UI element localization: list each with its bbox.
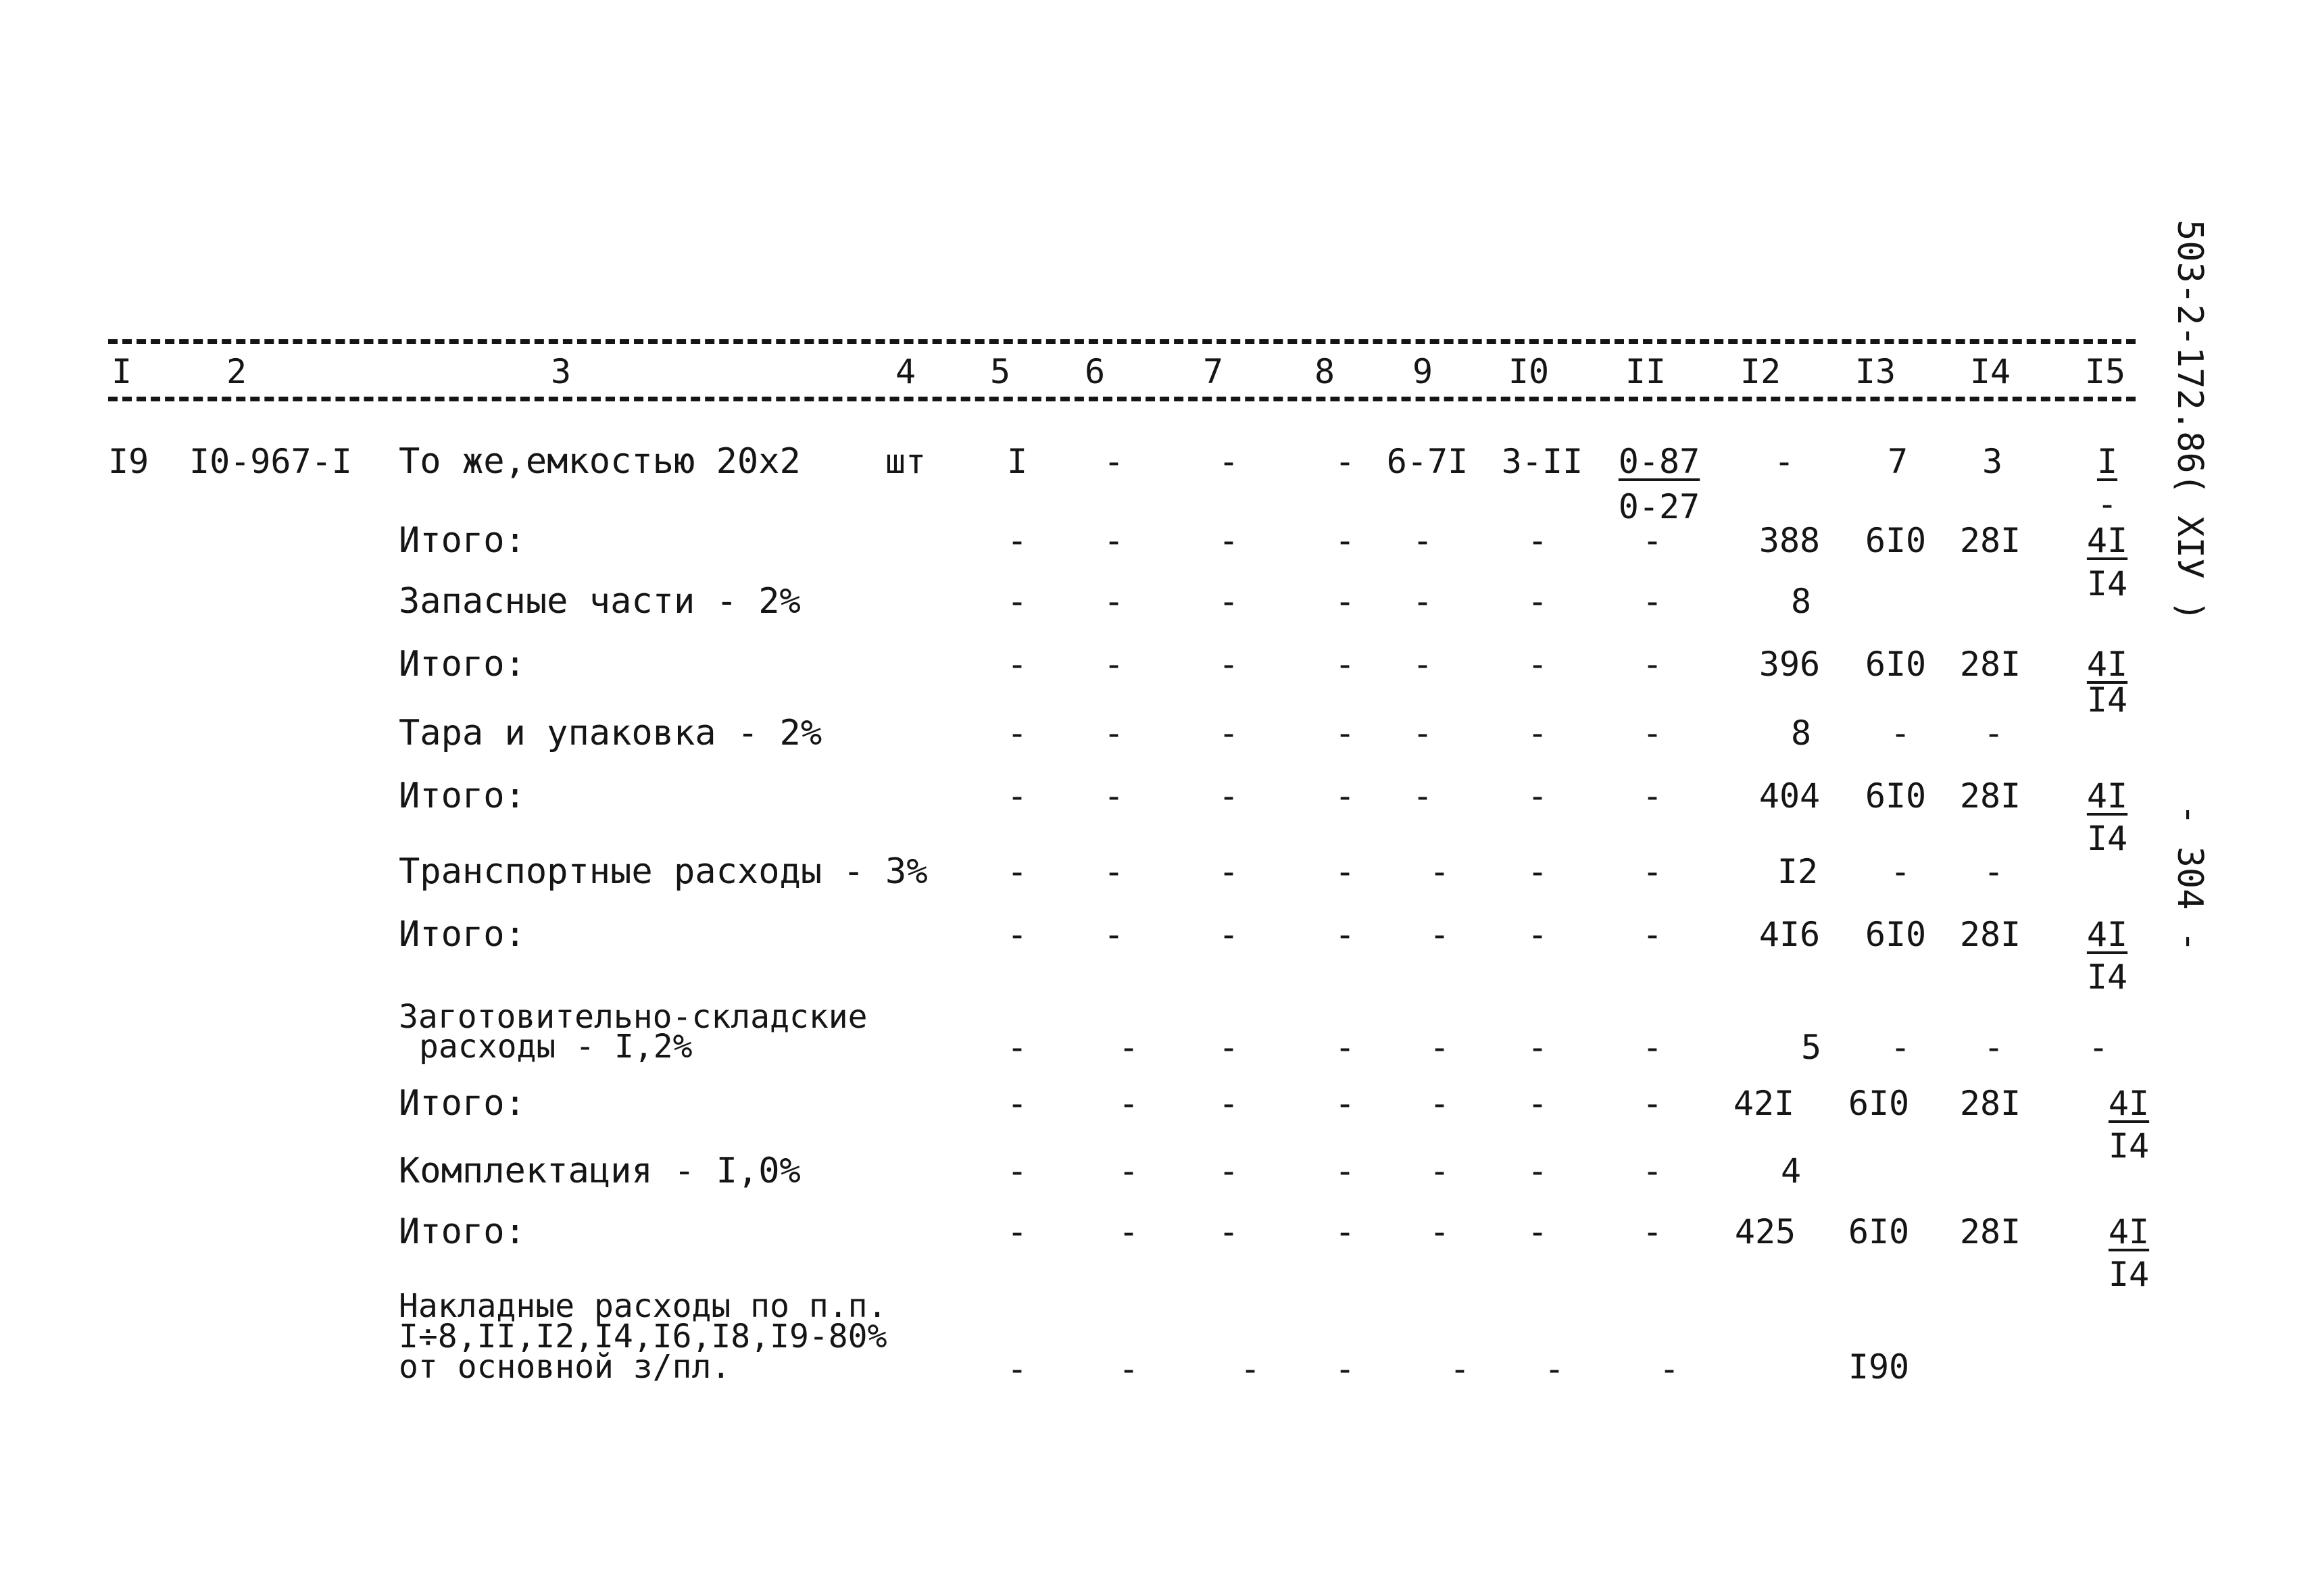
dash-col-7: -	[1218, 915, 1239, 954]
dash-col-11: -	[1642, 1084, 1663, 1123]
dash-col-9: -	[1412, 776, 1433, 816]
dash-col-5: -	[1006, 521, 1028, 560]
dash-col-11: -	[1642, 521, 1663, 560]
dash-col-11: -	[1642, 645, 1663, 684]
header-col-8: 8	[1314, 352, 1335, 391]
dash-col-5: -	[1006, 1349, 1028, 1389]
dash-col-6: -	[1103, 915, 1125, 954]
dash-col-10: -	[1527, 776, 1548, 816]
col-15-numerator: 4I	[2086, 915, 2128, 954]
dash-col-7: -	[1218, 1084, 1239, 1123]
dash-col-9: -	[1429, 1151, 1450, 1191]
dash-col-7: -	[1218, 852, 1239, 891]
row-description: Итого:	[399, 1083, 526, 1124]
col-14-value: -	[1983, 714, 2004, 753]
dash-col-11: -	[1658, 1349, 1680, 1389]
dash-col-6: -	[1103, 645, 1125, 684]
dash-col-11: -	[1642, 776, 1663, 816]
dash-col-9: -	[1449, 1349, 1471, 1389]
dash-col-6: -	[1103, 776, 1125, 816]
dash-col-8: -	[1334, 645, 1356, 684]
col-15-numerator: 4I	[2108, 1212, 2150, 1251]
dash-col-9: -	[1429, 852, 1450, 891]
unit: шт	[885, 442, 927, 481]
col-12-value: 425	[1734, 1212, 1796, 1251]
header-col-2: 2	[226, 352, 247, 391]
dash-col-7: -	[1218, 1028, 1239, 1067]
row-description: Итого:	[399, 1212, 526, 1252]
dash-col-8: -	[1334, 915, 1356, 954]
header-col-14: I4	[1969, 352, 2011, 391]
row-description: Запасные части - 2%	[399, 581, 801, 622]
col-15-numerator: I	[2096, 442, 2118, 481]
col-12-value: 4I6	[1758, 915, 1821, 954]
col-13-value: 7	[1887, 442, 1909, 481]
col-12-value: 4	[1780, 1151, 1802, 1191]
col-14-value: 28I	[1959, 1084, 2021, 1123]
dash-col-8: -	[1334, 1151, 1356, 1191]
dash-col-10: -	[1527, 1212, 1548, 1251]
dash-col-11: -	[1642, 852, 1663, 891]
row-description: Тара и упаковка - 2%	[399, 713, 822, 753]
header-col-13: I3	[1854, 352, 1896, 391]
col-12-value: I2	[1777, 852, 1819, 891]
col-15-denominator: I4	[2086, 957, 2128, 997]
row-description: Итого:	[399, 644, 526, 684]
col-14-value: 3	[1981, 442, 2003, 481]
dash-col-6: -	[1103, 582, 1125, 621]
col-13-value: 6I0	[1848, 1084, 1910, 1123]
col-14-value: 28I	[1959, 1212, 2021, 1251]
dash-col-10: -	[1527, 714, 1548, 753]
dash-col-8: -	[1334, 1349, 1356, 1389]
dash-col-10: -	[1527, 915, 1548, 954]
dash-col-9: -	[1412, 582, 1433, 621]
col-8-value: -	[1334, 442, 1356, 481]
dash-col-5: -	[1006, 1028, 1028, 1067]
dash-col-7: -	[1218, 582, 1239, 621]
col-15-numerator: 4I	[2086, 521, 2128, 560]
col-14-value: -	[1983, 1028, 2004, 1067]
col-14-value: 28I	[1959, 915, 2021, 954]
dash-col-6: -	[1118, 1349, 1139, 1389]
dash-col-10: -	[1527, 1151, 1548, 1191]
col-15-denominator: I4	[2108, 1255, 2150, 1294]
document-code: 503-2-172.86( XIУ )	[2169, 220, 2210, 622]
dash-col-11: -	[1642, 714, 1663, 753]
row-description: Итого:	[399, 776, 526, 816]
col-15-denominator: -	[2096, 484, 2118, 524]
header-col-15: I5	[2084, 352, 2126, 391]
header-col-11: II	[1625, 352, 1667, 391]
dash-col-11: -	[1642, 1151, 1663, 1191]
dash-col-9: -	[1429, 1212, 1450, 1251]
header-bottom-rule	[108, 397, 2136, 401]
col-15-denominator: I4	[2086, 564, 2128, 603]
header-col-10: I0	[1508, 352, 1550, 391]
dash-col-9: -	[1412, 521, 1433, 560]
dash-col-5: -	[1006, 582, 1028, 621]
dash-col-5: -	[1006, 645, 1028, 684]
col-12-value: 388	[1758, 521, 1821, 560]
dash-col-11: -	[1642, 1028, 1663, 1067]
col-15-numerator: 4I	[2108, 1084, 2150, 1123]
dash-col-6: -	[1118, 1028, 1139, 1067]
dash-col-10: -	[1527, 852, 1548, 891]
dash-col-8: -	[1334, 1212, 1356, 1251]
dash-col-9: -	[1412, 714, 1433, 753]
col-15-numerator: 4I	[2086, 645, 2128, 684]
dash-col-8: -	[1334, 1028, 1356, 1067]
dash-col-7: -	[1239, 1349, 1261, 1389]
col-13-value: I90	[1848, 1347, 1910, 1387]
row-description: Транспортные расходы - 3%	[399, 851, 928, 892]
header-col-9: 9	[1412, 352, 1433, 391]
row-description-line-1: Накладные расходы по п.п.	[399, 1287, 887, 1325]
dash-col-8: -	[1334, 1084, 1356, 1123]
row-description-line-2: расходы - I,2%	[419, 1028, 693, 1066]
dash-col-10: -	[1527, 1084, 1548, 1123]
header-col-6: 6	[1084, 352, 1106, 391]
col-12-value: -	[1773, 442, 1795, 481]
dash-col-6: -	[1103, 852, 1125, 891]
dash-col-8: -	[1334, 852, 1356, 891]
col-6-value: -	[1103, 442, 1125, 481]
dash-col-11: -	[1642, 582, 1663, 621]
dash-col-8: -	[1334, 521, 1356, 560]
dash-col-10: -	[1527, 645, 1548, 684]
item-code: I0-967-I	[189, 442, 352, 481]
row-description: Итого:	[399, 520, 526, 561]
header-col-3: 3	[550, 352, 572, 391]
item-description: То же,емкостью 20х2	[399, 441, 801, 482]
col-13-value: 6I0	[1865, 645, 1927, 684]
dash-col-5: -	[1006, 1212, 1028, 1251]
dash-col-5: -	[1006, 776, 1028, 816]
dash-col-9: -	[1429, 1028, 1450, 1067]
row-description-line-1: Заготовительно-складские	[399, 998, 868, 1036]
col-9-value: 6-7I	[1386, 442, 1469, 481]
col-15-value: -	[2088, 1028, 2109, 1067]
dash-col-6: -	[1118, 1084, 1139, 1123]
dash-col-7: -	[1218, 714, 1239, 753]
dash-col-7: -	[1218, 776, 1239, 816]
col-7-value: -	[1218, 442, 1239, 481]
col-12-value: 8	[1790, 714, 1812, 753]
col-13-value: -	[1890, 714, 1911, 753]
dash-col-7: -	[1218, 521, 1239, 560]
col-13-value: 6I0	[1865, 915, 1927, 954]
row-description: Комплектация - I,0%	[399, 1151, 801, 1191]
dash-col-6: -	[1103, 714, 1125, 753]
dash-col-10: -	[1527, 521, 1548, 560]
dash-col-5: -	[1006, 915, 1028, 954]
header-col-1: I	[111, 352, 132, 391]
dash-col-10: -	[1527, 582, 1548, 621]
dash-col-6: -	[1103, 521, 1125, 560]
row-description-line-2: I÷8,II,I2,I4,I6,I8,I9-80%	[399, 1318, 887, 1355]
dash-col-9: -	[1412, 645, 1433, 684]
row-number: I9	[108, 442, 149, 481]
col-5-value: I	[1006, 442, 1028, 481]
col-15-denominator: I4	[2086, 680, 2128, 720]
dash-col-7: -	[1218, 645, 1239, 684]
col-13-value: 6I0	[1848, 1212, 1910, 1251]
col-15-denominator: I4	[2086, 819, 2128, 858]
header-col-12: I2	[1740, 352, 1781, 391]
col-14-value: 28I	[1959, 645, 2021, 684]
col-14-value: 28I	[1959, 776, 2021, 816]
col-11-denominator: 0-27	[1618, 487, 1700, 526]
dash-col-8: -	[1334, 582, 1356, 621]
row-description-line-3: от основной з/пл.	[399, 1348, 731, 1386]
header-col-4: 4	[895, 352, 916, 391]
page-number: - 304 -	[2169, 804, 2210, 953]
dash-col-5: -	[1006, 714, 1028, 753]
col-12-value: 404	[1758, 776, 1821, 816]
col-13-value: -	[1890, 852, 1911, 891]
col-13-value: 6I0	[1865, 776, 1927, 816]
col-12-value: 8	[1790, 582, 1812, 621]
dash-col-10: -	[1527, 1028, 1548, 1067]
dash-col-11: -	[1642, 915, 1663, 954]
col-14-value: 28I	[1959, 521, 2021, 560]
dash-col-7: -	[1218, 1212, 1239, 1251]
dash-col-7: -	[1218, 1151, 1239, 1191]
dash-col-9: -	[1429, 1084, 1450, 1123]
dash-col-6: -	[1118, 1151, 1139, 1191]
col-15-denominator: I4	[2108, 1126, 2150, 1166]
dash-col-9: -	[1429, 915, 1450, 954]
dash-col-6: -	[1118, 1212, 1139, 1251]
header-top-rule	[108, 339, 2136, 344]
header-col-5: 5	[989, 352, 1011, 391]
dash-col-8: -	[1334, 714, 1356, 753]
col-12-value: 5	[1800, 1028, 1822, 1067]
col-15-numerator: 4I	[2086, 776, 2128, 816]
dash-col-10: -	[1544, 1349, 1565, 1389]
col-12-value: 42I	[1733, 1084, 1795, 1123]
col-12-value: 396	[1758, 645, 1821, 684]
col-11-numerator: 0-87	[1618, 442, 1700, 481]
header-col-7: 7	[1202, 352, 1224, 391]
col-14-value: -	[1983, 852, 2004, 891]
dash-col-5: -	[1006, 852, 1028, 891]
dash-col-8: -	[1334, 776, 1356, 816]
dash-col-11: -	[1642, 1212, 1663, 1251]
col-10-value: 3-II	[1501, 442, 1583, 481]
row-description: Итого:	[399, 914, 526, 955]
col-13-value: 6I0	[1865, 521, 1927, 560]
dash-col-5: -	[1006, 1084, 1028, 1123]
dash-col-5: -	[1006, 1151, 1028, 1191]
col-13-value: -	[1890, 1028, 1911, 1067]
